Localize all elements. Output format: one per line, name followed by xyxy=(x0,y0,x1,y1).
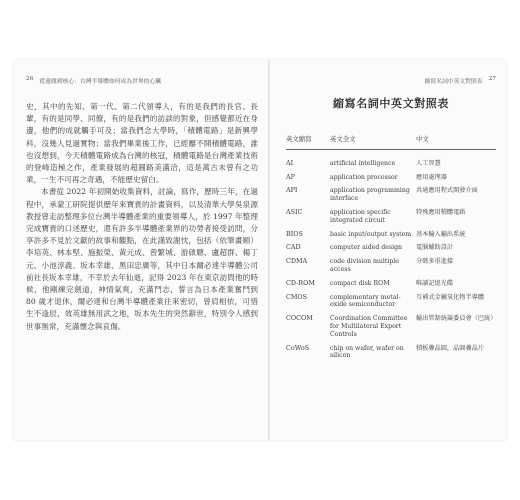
cell-chinese-term: 分碼多重進接 xyxy=(416,258,454,266)
left-header-title: 從邊緣到核心：台灣半導體如何成為世界的心臟 xyxy=(39,79,162,85)
cell-chinese-term: 特殊應用積體電路 xyxy=(416,208,466,216)
abbreviation-table xyxy=(286,133,496,363)
cell-chinese-term: 人工智慧 xyxy=(416,159,441,167)
cell-abbreviation: CDMA xyxy=(286,257,308,266)
cell-english-term: Coordination Committee for Multilateral Export Controls xyxy=(330,315,408,338)
cell-chinese-term: 積板疊晶圓，晶圓疊晶片 xyxy=(416,344,485,352)
cell-abbreviation: CAD xyxy=(286,243,301,252)
cell-chinese-term: 互補式金屬氧化物半導體 xyxy=(416,293,485,301)
table-row xyxy=(286,291,496,313)
table-row xyxy=(286,342,496,364)
column-header-abbr: 英文縮寫 xyxy=(286,133,330,149)
column-header-english: 英文全文 xyxy=(330,133,416,149)
table-row xyxy=(286,206,496,228)
cell-abbreviation: CoWoS xyxy=(286,343,310,352)
right-running-header xyxy=(286,76,496,85)
cell-abbreviation: CMOS xyxy=(286,292,308,301)
cell-english-term: computer aided design xyxy=(330,244,403,252)
paragraph: 史，其中的先知、第一代、第二代領導人，有的是我們的長官、長輩，有的是同學、同僚，有的是我們的訪談的對象，但感覺都近在身邊，他們的成就觸手可及；當我們念大學時，「積體電路」是新興學科，沒幾人見過實物；當我們畢業後工作，已經離不開積體電路，誰也沒想到，今天積體電路成為台灣的核冠，積體電路是台灣產業技術的登峰造極之作，產業發展的超圓路美滿洽，這是萬古未曾有之功業，一生不可再之奇遇，不能歷史留白。 xyxy=(26,102,258,185)
cell-english-term: application programming interface xyxy=(330,187,410,203)
cell-english-term: application specific integrated circuit xyxy=(330,208,391,224)
table-row xyxy=(286,241,496,255)
cell-english-term: artificial intelligence xyxy=(330,159,396,167)
cell-chinese-term: 基本輸入輸出系統 xyxy=(416,230,466,238)
cell-english-term: compact disk ROM xyxy=(330,279,390,287)
table-row xyxy=(286,228,496,242)
cell-abbreviation: ASIC xyxy=(286,207,303,216)
cell-abbreviation: CD-ROM xyxy=(286,278,315,287)
left-body-text xyxy=(26,101,258,333)
cell-chinese-term: 共通應用程式開發介面 xyxy=(416,187,478,195)
cell-english-term: application processor xyxy=(330,173,398,181)
cell-english-term: chip on wafer, wafer on silicon xyxy=(330,344,404,360)
left-running-header xyxy=(26,76,258,85)
cell-english-term: complementary metal-oxide semiconductor xyxy=(330,293,401,309)
cell-abbreviation: BIOS xyxy=(286,229,303,238)
cell-chinese-term: 輸出管制統籌委員會（巴統） xyxy=(416,315,497,323)
left-page-number: 26 xyxy=(26,76,34,82)
column-header-chinese: 中文 xyxy=(416,133,496,149)
table-row xyxy=(286,277,496,291)
cell-english-term: code division multiple access xyxy=(330,258,399,273)
table-row xyxy=(286,184,496,206)
table-row xyxy=(286,312,496,341)
table-row xyxy=(286,255,496,277)
cell-abbreviation: COCOM xyxy=(286,314,313,323)
book-gutter xyxy=(268,60,270,440)
right-page-number: 27 xyxy=(488,76,496,82)
right-page xyxy=(286,76,496,363)
table-row xyxy=(286,149,496,170)
cell-abbreviation: AP xyxy=(286,172,295,181)
cell-chinese-term: 電腦輔助設計 xyxy=(416,244,454,252)
page-title: 縮寫名詞中英文對照表 xyxy=(333,97,449,110)
book-spread xyxy=(14,60,506,440)
left-page xyxy=(26,76,258,333)
cell-abbreviation: AI xyxy=(286,158,294,167)
cell-abbreviation: API xyxy=(286,186,298,195)
table-row xyxy=(286,171,496,185)
right-header-title: 縮寫名詞中英文對照表 xyxy=(424,79,483,85)
cell-english-term: basic input/output system xyxy=(330,230,412,238)
cell-chinese-term: 應用處理器 xyxy=(416,173,447,181)
cell-chinese-term: 唯讀記憶光碟 xyxy=(416,279,454,287)
table-header-row xyxy=(286,133,496,149)
paragraph: 本書從 2022 年初開始收集資料，討論，寫作，歷時三年，在過程中，承蒙工研院提供歷年來寶貴的計畫資料，以及清華大學吳泉源教授曾走訪整理多位台灣半導體產業的重要領導人，於 1997 年整理完成寶貴的口述歷史，還有許多半導體產業界的功勞者接受訪問，分享許多不見於文獻的故事和觀點，在此謹致謝忱，包括（依筆畫順）李培英、林本堅、施振榮、黃元成、曾繁城、游啟聰、盧超群、楊丁元、小池淳義、坂本幸雄、黑田忠廣等，其中日本爾必達半導體公司前社長坂本幸雄，不幸於去年仙逝，記得 2023 年在東京訪問他的時候，他剛練完劍道，神情氣爽，充滿鬥志，誓言為日本產業奮鬥到 80 歲才退休，爾必達和台灣半導體產業往來密切，曾肩相依，可惜生不逢辰，效英雄無用武之地，坂本先生的突然辭世，特別令人感到世事無常，充滿懷念與哀傷。 xyxy=(26,187,258,331)
